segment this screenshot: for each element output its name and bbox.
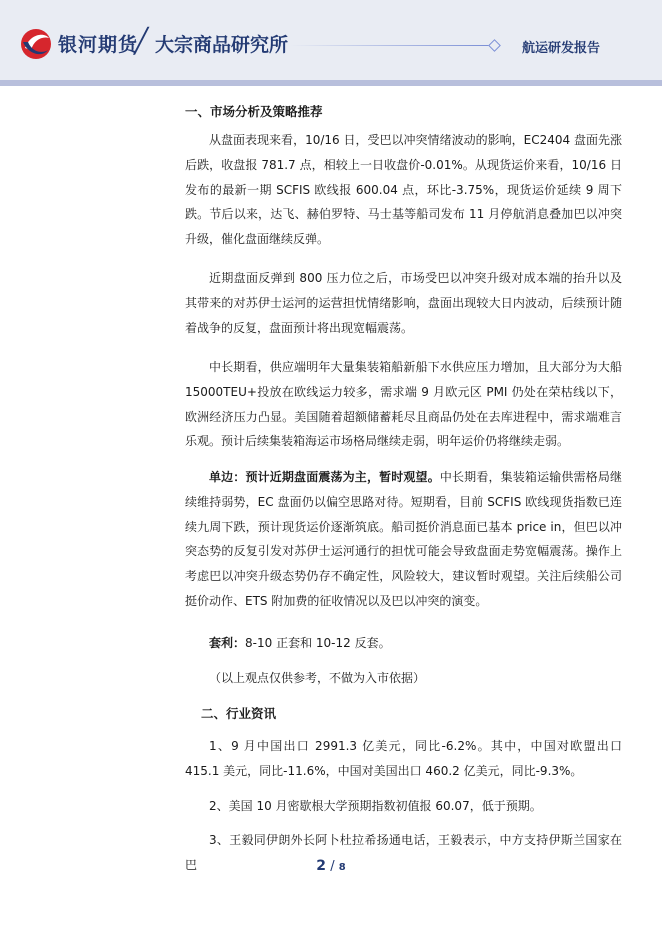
paragraph-market-performance: 从盘面表现来看，10/16 日，受巴以冲突情绪波动的影响，EC2404 盘面先涨后跌，收盘报 781.7 点，相较上一日收盘价-0.01%。从现货运价来看，10/16 日发布的最新一期 SCFIS 欧线报 600.04 点，环比-3.75%，现货运价延续 9 周下跌。节后以来，达飞、赫伯罗特、马士基等船司发布 11 月停航消息叠加巴以冲突升级，催化盘面继续反弹。: [185, 133, 622, 247]
disclaimer-note: （以上观点仅供参考，不做为入市依据）: [209, 671, 426, 685]
news-item-1: 1、9 月中国出口 2991.3 亿美元，同比-6.2%。其中，中国对欧盟出口 415.1 美元，同比-11.6%，中国对美国出口 460.2 亿美元，同比-9.3%。: [185, 739, 622, 778]
report-type: 航运研发报告: [522, 41, 601, 56]
news-item-2: 2、美国 10 月密歇根大学预期指数初值报 60.07，低于预期。: [209, 799, 542, 813]
strategy-arbitrage: [209, 634, 391, 651]
header-stripe: [0, 80, 662, 86]
paragraph-recent-rebound: 近期盘面反弹到 800 压力位之后，市场受巴以冲突升级对成本端的抬升以及其带来的对苏伊士运河的运营担忧情绪影响，盘面出现较大日内波动，后续预计随着战争的反复，盘面预计将出现宽幅震荡。: [185, 271, 622, 335]
institute-name: 大宗商品研究所: [155, 34, 289, 56]
header-decorative-line: [290, 45, 490, 46]
strategy-unilateral-label: 单边：预计近期盘面震荡为主，暂时观望。: [209, 470, 440, 484]
diamond-icon: [488, 39, 501, 52]
section-title-industry-news: 二、行业资讯: [201, 706, 277, 721]
strategy-arbitrage-label: 套利：: [209, 636, 246, 650]
brand-separator: ╱: [134, 27, 149, 55]
page-number: [0, 858, 662, 874]
brand-name: 银河期货: [58, 34, 139, 56]
news-item-3: 3、王毅同伊朗外长阿卜杜拉希扬通电话，王毅表示，中方支持伊斯兰国家在巴: [185, 833, 622, 872]
current-page: 2: [316, 858, 327, 874]
strategy-unilateral-text: 中长期看，集装箱运输供需格局继续维持弱势，EC 盘面仍以偏空思路对待。短期看，目前 SCFIS 欧线现货指数已连续九周下跌，预计现货运价逐渐筑底。船司挺价消息面已基本 price in，但巴以冲突态势的反复引发对苏伊士运河通行的担忧可能会导致盘面走势宽幅震荡。操作上考虑巴以冲突升级态势仍存不确定性，风险较大，建议暂时观望。关注后续船公司挺价动作、ETS 附加费的征收情况以及巴以冲突的演变。: [185, 470, 622, 608]
total-pages: 8: [338, 862, 346, 873]
galaxy-futures-logo-icon: [20, 28, 52, 60]
section-title-market-analysis: 一、市场分析及策略推荐: [185, 104, 323, 119]
paragraph-medium-long-term: 中长期看，供应端明年大量集装箱船新船下水供应压力增加，且大部分为大船 15000TEU+投放在欧线运力较多，需求端 9 月欧元区 PMI 仍处在荣枯线以下，欧洲经济压力凸显。美国随着超额储蓄耗尽且商品仍处在去库进程中，需求端难言乐观。预计后续集装箱海运市场格局继续走弱，明年运价仍将继续走弱。: [185, 360, 622, 449]
strategy-arbitrage-text: 8-10 正套和 10-12 反套。: [245, 636, 391, 650]
paragraph-strategy-unilateral: [185, 465, 622, 614]
page-separator: /: [330, 859, 335, 874]
page-header: [0, 0, 662, 80]
